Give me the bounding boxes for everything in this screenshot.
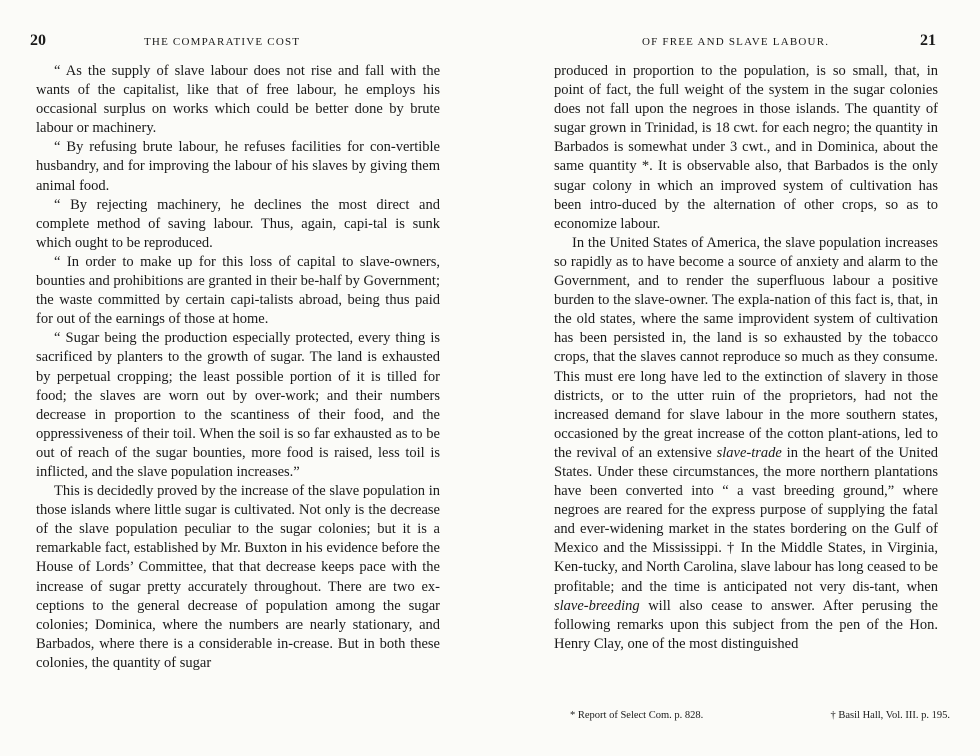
page-number: 20 xyxy=(30,32,46,49)
paragraph-text: in the heart of the United States. Under these circumstances, the more northern plantations have been converted into “ a vast breeding ground,” where negroes are reared for the express purpose of supplying the fatal and ever-widening market in the states bordering on the Gulf of Mexico and the Mississippi. † In the Middle States, in Virginia, Ken-tucky, and North Carolina, slave labour has long ceased to be profitable; and the time is anticipated not very dis-tant, when xyxy=(554,444,938,595)
footnote: † Basil Hall, Vol. III. p. 195. xyxy=(830,710,950,721)
page-body xyxy=(554,62,938,654)
running-head: THE COMPARATIVE COST xyxy=(144,36,301,48)
footnotes xyxy=(570,710,950,721)
italic-term: slave-trade xyxy=(716,444,782,461)
paragraph-text: In the United States of America, the slave population increases so rapidly as to have become a source of anxiety and alarm to the Government, and to render the superfluous labour a positive burden to the slave-owner. The expla-nation of this fact is, that, in the old states, where the same improvident system of cultivation has been persisted in, the land is so exhausted by the tobacco crops, that the slaves cannot reproduce so much as they consume. This must ere long have led to the extinction of slavery in those districts, or to the utter ruin of the proprietors, had not the increased demand for slave labour in the more southern states, occasioned by the great increase of the cotton plant-ations, led to the revival of an extensive xyxy=(554,234,938,461)
paragraph: “ As the supply of slave labour does not rise and fall with the wants of the capitalist, like that of free labour, he employs his occasional surplus on works which could be better done by brute labour or machinery. xyxy=(36,63,440,137)
paragraph: “ Sugar being the production especially protected, every thing is sacrificed by planters to the growth of sugar. The land is exhausted by perpetual cropping; the least possible portion of it is tilled for food; the slaves are worn out by over-work; and their numbers decrease in proportion to the scantiness of their food, and the oppressiveness of their toil. When the soil is so far exhausted as to be out of reach of the sugar bounties, more food is raised, less toil is inflicted, and the slave population increases.” xyxy=(36,330,440,480)
paragraph: This is decidedly proved by the increase of the slave population in those islands where little sugar is cultivated. Not only is the decrease of the slave population peculiar to the sugar colonies; but it is a remarkable fact, established by Mr. Buxton in his evidence before the House of Lords’ Committee, that that decrease keeps pace with the increase of sugar pretty accurately throughout. There are two ex-ceptions to the general decrease of population among the sugar colonies; Dominica, where the numbers are nearly stationary, and Barbados, where there is a considerable in-crease. But in both these colonies, the quantity of sugar xyxy=(36,483,440,671)
italic-term: slave-breeding xyxy=(554,597,640,614)
paragraph xyxy=(554,234,938,654)
paragraph-text: will also cease to answer. After perusing the following remarks upon this subject from the pen of the Hon. Henry Clay, one of the most distinguished xyxy=(554,597,938,652)
paragraph: “ By refusing brute labour, he refuses facilities for con-vertible husbandry, and for improving the labour of his slaves by giving them animal food. xyxy=(36,139,440,194)
page-number: 21 xyxy=(920,32,936,49)
right-page xyxy=(490,0,980,756)
page-body xyxy=(36,62,440,673)
paragraph: “ In order to make up for this loss of capital to slave-owners, bounties and prohibitions are granted in their be-half by Government; the waste committed by certain capi-talists abroad, being thus paid for out of the earnings of those at home. xyxy=(36,253,440,328)
paragraph: “ By rejecting machinery, he declines the most direct and complete method of saving labour. Thus, again, capi-tal is sunk which ought to be reproduced. xyxy=(36,196,440,251)
paragraph: produced in proportion to the population, is so small, that, in point of fact, the full weight of the system in the sugar colonies does not fall upon the negroes in those islands. The quantity of sugar grown in Trinidad, is 18 cwt. for each negro; the quantity in Barbados is somewhat under 3 cwt., and in Dominica, about the same quantity *. It is observable also, that Barbados is the only sugar colony in which an improved system of cultivation has been intro-duced by the alternation of other crops, so as to economize labour. xyxy=(554,63,938,232)
running-head: OF FREE AND SLAVE LABOUR. xyxy=(642,36,830,48)
footnote: * Report of Select Com. p. 828. xyxy=(570,710,704,721)
